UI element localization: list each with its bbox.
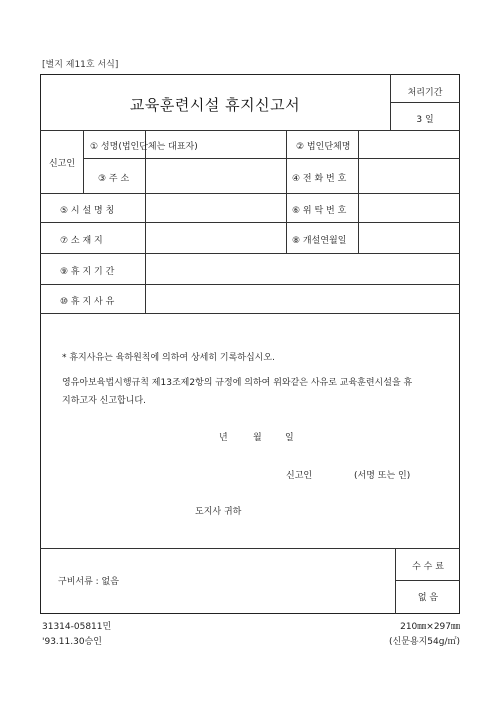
reporter-label: 신고인 (48, 159, 76, 169)
fee-value: 없 음 (417, 593, 439, 603)
fee-label: 수 수 료 (412, 562, 444, 572)
date-day: 일 (285, 433, 294, 443)
paper-size: 210㎜×297㎜ (400, 622, 460, 632)
form-frame (40, 74, 460, 614)
paper-type: (신문용지54g/㎡) (389, 637, 460, 647)
rule-row4 (40, 253, 460, 254)
rule-v-processing (390, 74, 391, 130)
location-label: ⑦ 소 재 지 (60, 236, 103, 246)
processing-value: 3 일 (416, 115, 434, 125)
reporter-sign-label: 신고인 (286, 471, 313, 481)
address-label: ③ 주 소 (98, 174, 130, 184)
rule-row6 (40, 313, 460, 314)
form-header: [별지 제11호 서식] (42, 60, 119, 70)
date-year: 년 (219, 433, 228, 443)
rule-row5 (40, 284, 460, 285)
rule-row1 (83, 158, 460, 159)
name-label: ① 성명(법인단체는 대표자) (90, 142, 198, 152)
processing-label: 처리기간 (407, 88, 443, 98)
rule-v-labels (145, 130, 146, 313)
note-text: * 휴지사유는 육하원칙에 의하여 상세히 기록하십시오. (62, 353, 275, 363)
recipient: 도지사 귀하 (195, 507, 242, 517)
statement-line2: 지하고자 신고합니다. (62, 396, 146, 406)
rule-row3 (40, 222, 460, 223)
form-code: 31314-05811민 (42, 622, 112, 632)
rule-fee (395, 580, 460, 581)
form-title: 교육훈련시설 휴지신고서 (129, 96, 301, 114)
rule-v-reporter (83, 130, 84, 193)
rule-row2 (40, 193, 460, 194)
consign-no-label: ⑥ 위 탁 번 호 (292, 206, 347, 216)
rule-processing (390, 102, 460, 103)
phone-label: ④ 전 화 번 호 (292, 174, 347, 184)
signature-label: (서명 또는 인) (354, 471, 411, 481)
rule-v-fee (395, 548, 396, 614)
date-month: 월 (253, 433, 262, 443)
statement-line1: 영유아보육법시행규칙 제13조제2항의 규정에 의하여 위와같은 사유로 교육훈련시설을 휴 (62, 378, 413, 388)
rule-v-right (358, 130, 359, 253)
approval-date: '93.11.30승인 (42, 637, 102, 647)
period-label: ⑨ 휴 지 기 간 (60, 267, 115, 277)
rule-v-mid (286, 130, 287, 253)
documents-label: 구비서류 : 없음 (58, 577, 119, 587)
open-date-label: ⑧ 개설연월일 (292, 236, 347, 246)
rule-title-bottom (40, 130, 460, 131)
rule-body-bottom (40, 548, 460, 549)
facility-name-label: ⑤ 시 설 명 칭 (60, 206, 115, 216)
org-name-label: ② 법인단체명 (296, 142, 351, 152)
reason-label: ⑩ 휴 지 사 유 (60, 297, 115, 307)
